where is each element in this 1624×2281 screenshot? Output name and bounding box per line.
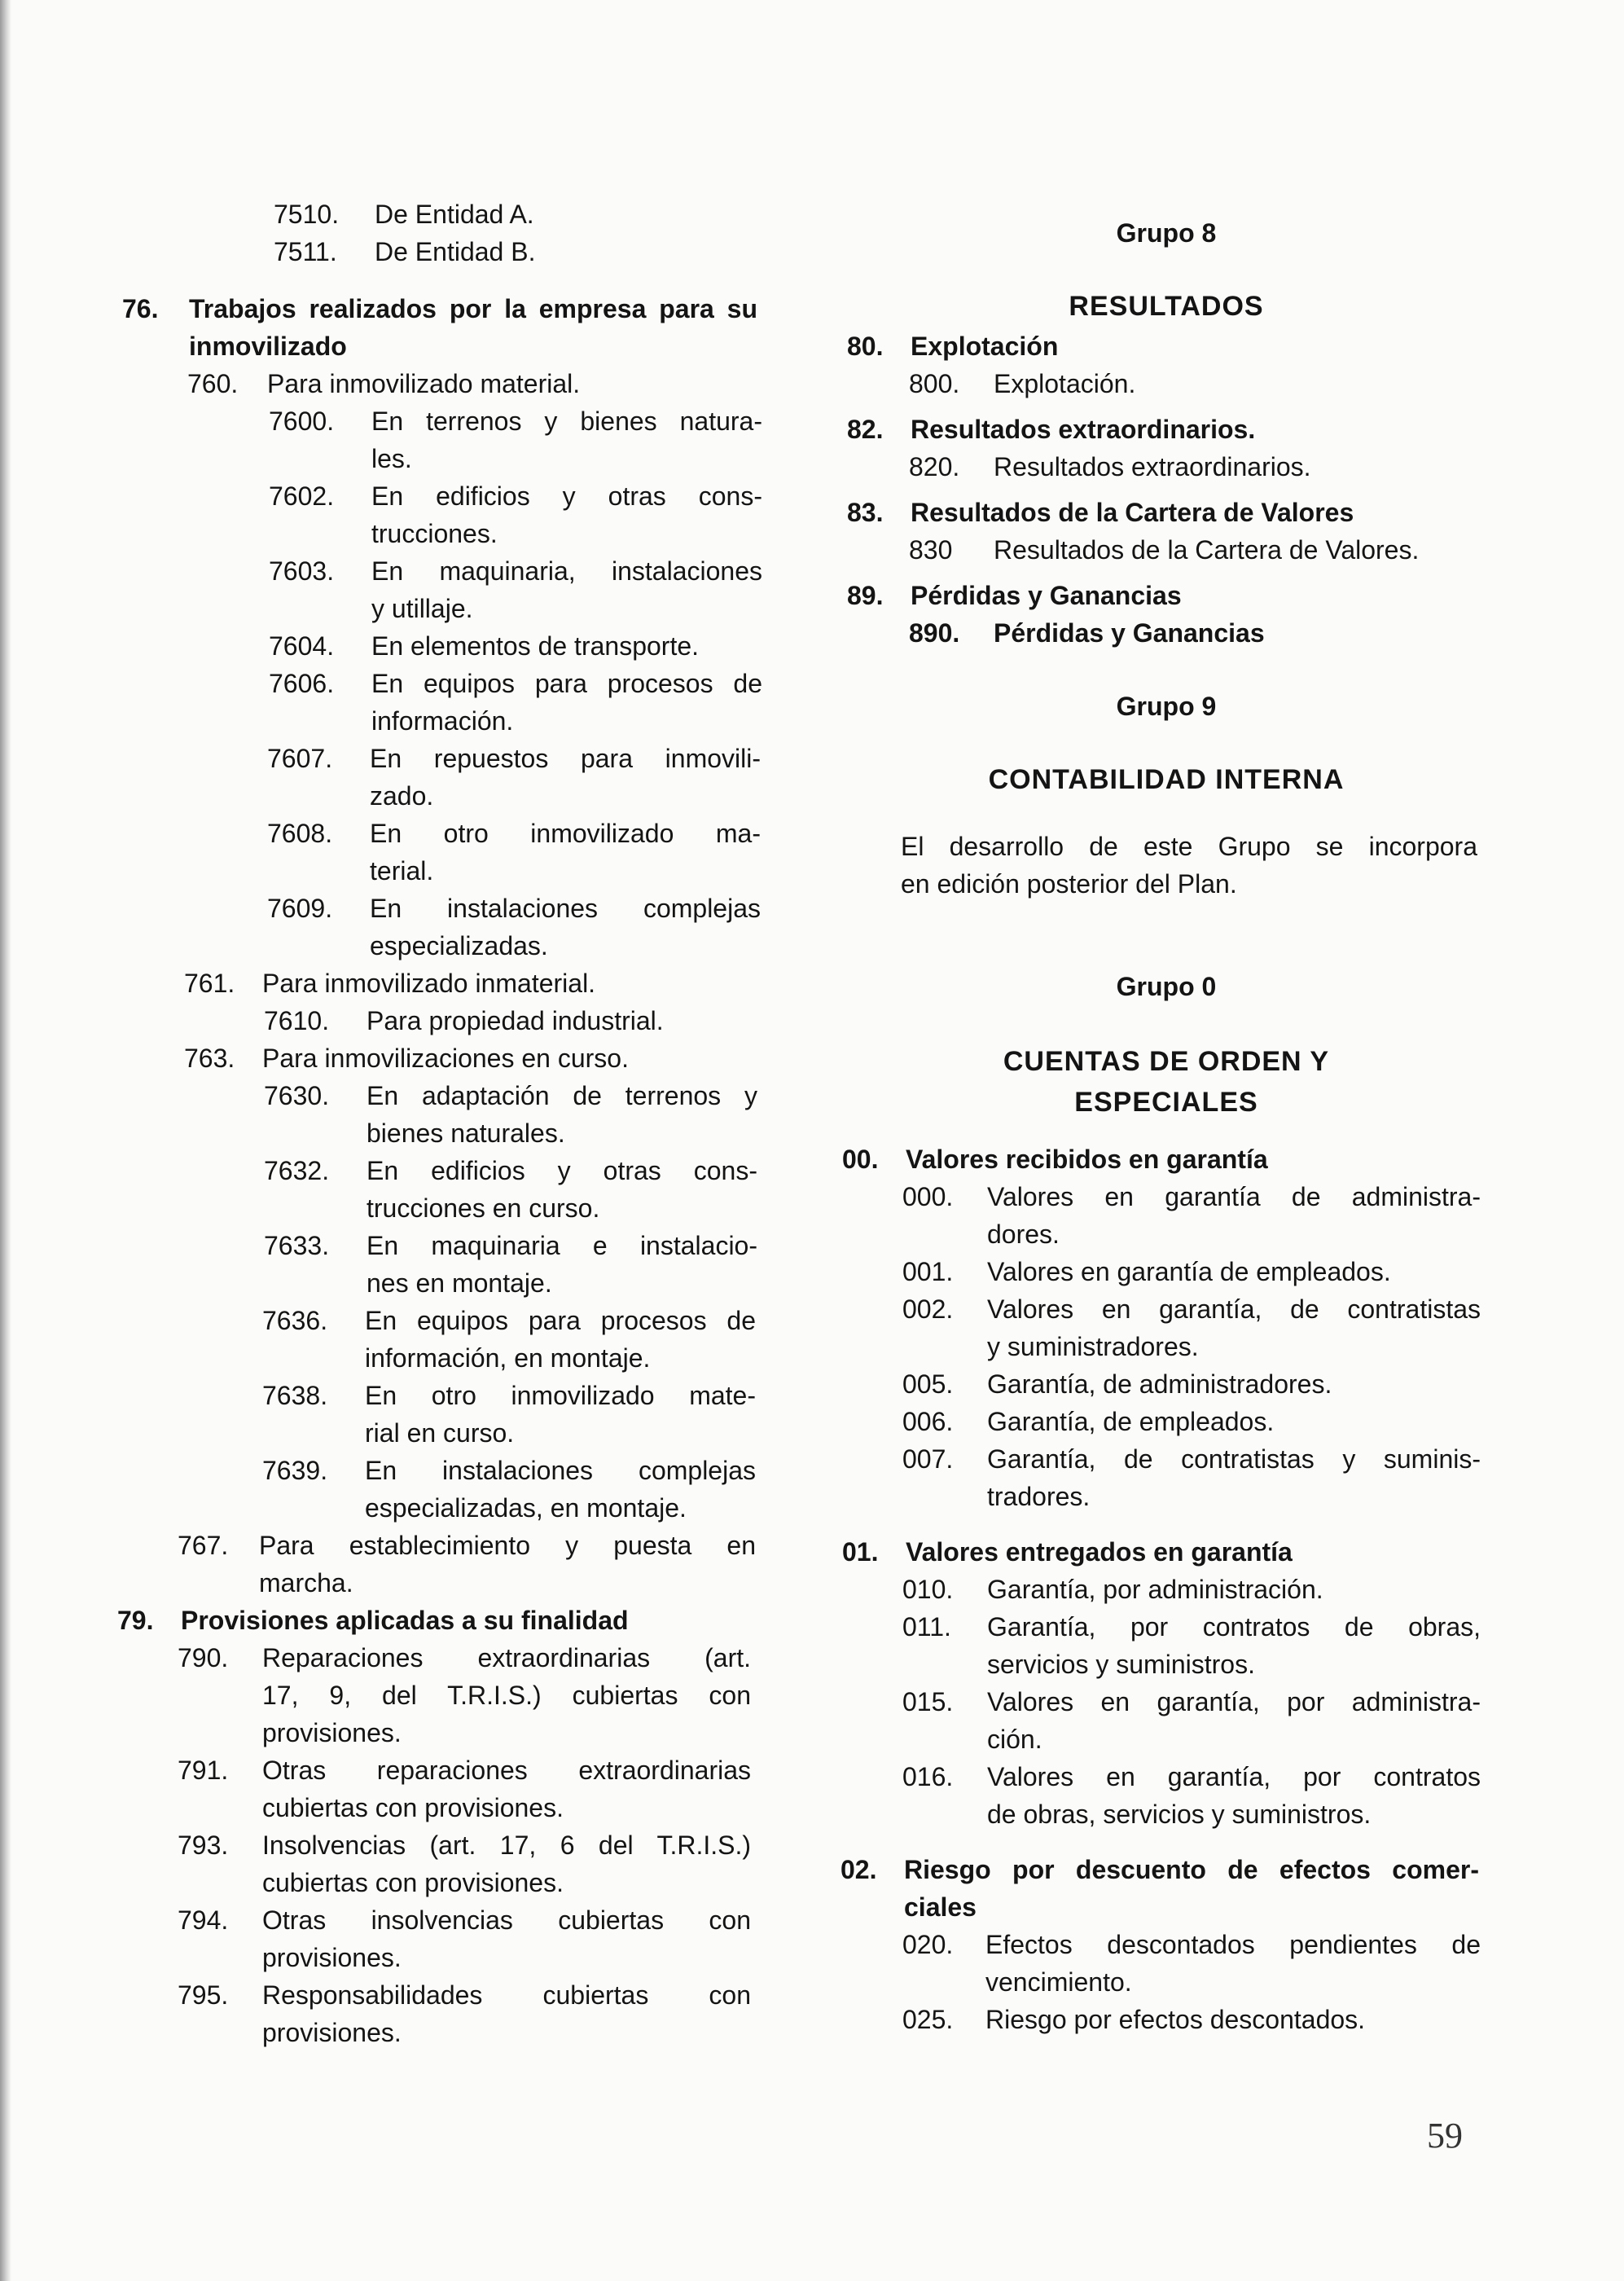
account-text: vencimiento. <box>985 1967 1132 1997</box>
account-text: Trabajos realizados por la empresa para su <box>189 294 757 323</box>
account-text: El desarrollo de este Grupo se incorpora <box>901 832 1477 861</box>
account-text: bienes naturales. <box>366 1119 565 1148</box>
account-text: Garantía, de contratistas y suminis- <box>987 1444 1481 1474</box>
entry-continuation <box>122 2014 757 2051</box>
account-text: provisiones. <box>262 2018 402 2047</box>
account-entry <box>122 1639 757 1677</box>
spacer <box>841 486 1492 494</box>
account-text: tradores. <box>987 1482 1091 1511</box>
account-entry <box>841 614 1492 652</box>
spacer <box>841 652 1492 688</box>
account-code: 7602. <box>269 481 335 511</box>
account-entry <box>841 577 1492 614</box>
entry-continuation <box>841 1888 1492 1926</box>
entry-continuation <box>122 440 757 477</box>
account-code: 010. <box>902 1575 954 1604</box>
account-text: les. <box>371 444 412 473</box>
account-code: 89. <box>847 581 884 610</box>
account-text: inmovilizado <box>189 332 347 361</box>
account-code: 7638. <box>262 1381 328 1410</box>
account-code: 761. <box>184 969 235 998</box>
account-text: especializadas, en montaje. <box>365 1493 687 1523</box>
account-entry <box>841 494 1492 531</box>
account-text: Valores recibidos en garantía <box>906 1145 1268 1174</box>
section-heading: ESPECIALES <box>1074 1087 1258 1118</box>
spacer <box>841 569 1492 577</box>
account-code: 7636. <box>262 1306 328 1335</box>
spacer <box>122 270 757 290</box>
account-text: cubiertas con provisiones. <box>262 1868 564 1897</box>
account-text: trucciones en curso. <box>366 1193 600 1223</box>
account-entry <box>841 1571 1492 1608</box>
entry-continuation <box>841 1721 1492 1758</box>
account-text: En equipos para procesos de <box>371 669 762 698</box>
account-text: Para inmovilizado inmaterial. <box>262 969 596 998</box>
account-text: Para inmovilizado material. <box>267 369 581 398</box>
account-code: 794. <box>178 1905 229 1935</box>
account-text: De Entidad A. <box>375 200 534 229</box>
entry-continuation <box>122 852 757 890</box>
account-text: Responsabilidades cubiertas con <box>262 1980 751 2010</box>
account-text: Explotación <box>911 332 1059 361</box>
account-entry <box>122 627 757 665</box>
account-text: Garantía, de empleados. <box>987 1407 1275 1436</box>
entry-continuation <box>122 590 757 627</box>
spacer <box>841 798 1492 828</box>
account-code: 011. <box>902 1612 951 1642</box>
account-entry <box>122 1039 757 1077</box>
entry-continuation <box>122 1864 757 1901</box>
entry-continuation <box>841 1215 1492 1253</box>
account-text: marcha. <box>259 1568 353 1598</box>
account-entry <box>122 402 762 440</box>
account-code: 760. <box>187 369 239 398</box>
account-entry <box>122 1452 757 1489</box>
account-entry <box>841 2001 1492 2038</box>
entry-continuation <box>122 515 757 552</box>
account-code: 7600. <box>269 407 335 436</box>
account-entry <box>122 477 762 515</box>
account-entry <box>841 1140 1492 1178</box>
account-code: 01. <box>842 1537 879 1567</box>
entry-continuation <box>122 1414 757 1452</box>
spacer <box>841 1515 1492 1533</box>
account-code: 80. <box>847 332 884 361</box>
account-code: 791. <box>178 1756 229 1785</box>
account-text: En equipos para procesos de <box>365 1306 756 1335</box>
entry-continuation <box>841 1478 1492 1515</box>
account-entry <box>122 1826 757 1864</box>
account-text: Resultados extraordinarios. <box>911 415 1256 444</box>
account-entry <box>841 1290 1492 1328</box>
account-text: En instalaciones complejas <box>370 894 761 923</box>
group-heading: Grupo 8 <box>1116 218 1217 248</box>
account-text: provisiones. <box>262 1943 402 1972</box>
spacer <box>841 725 1492 761</box>
account-entry <box>841 1403 1492 1440</box>
account-code: 83. <box>847 498 884 527</box>
spacer <box>841 1833 1492 1851</box>
account-text: Resultados de la Cartera de Valores <box>911 498 1354 527</box>
account-entry <box>841 1926 1492 1963</box>
account-code: 015. <box>902 1687 954 1716</box>
account-text: Pérdidas y Ganancias <box>994 618 1265 648</box>
section-heading: RESULTADOS <box>1069 291 1264 322</box>
account-code: 02. <box>841 1855 877 1884</box>
account-text: Garantía, por contratos de obras, <box>987 1612 1481 1642</box>
account-code: 890. <box>909 618 960 648</box>
spacer <box>841 1005 1492 1041</box>
spacer <box>841 1123 1492 1140</box>
account-entry <box>841 1253 1492 1290</box>
account-text: Provisiones aplicadas a su finalidad <box>181 1606 629 1635</box>
entry-continuation <box>841 1963 1492 2001</box>
account-text: cubiertas con provisiones. <box>262 1793 564 1822</box>
account-entry <box>122 1227 757 1264</box>
account-entry <box>841 327 1492 365</box>
account-code: 006. <box>902 1407 954 1436</box>
account-text: Reparaciones extraordinarias (art. <box>262 1643 751 1672</box>
account-text: En otro inmovilizado mate- <box>365 1381 756 1410</box>
account-code: 767. <box>178 1531 229 1560</box>
account-code: 82. <box>847 415 884 444</box>
account-text: ciales <box>904 1892 977 1922</box>
entry-continuation <box>122 1189 757 1227</box>
account-code: 7610. <box>264 1006 330 1035</box>
account-text: dores. <box>987 1220 1060 1249</box>
account-entry <box>122 365 757 402</box>
entry-continuation <box>122 1339 757 1377</box>
entry-continuation <box>122 1939 757 1976</box>
entry-continuation <box>122 927 757 965</box>
account-code: 76. <box>122 294 159 323</box>
account-text: Valores en garantía, de contratistas <box>987 1294 1481 1324</box>
account-entry <box>841 448 1492 486</box>
account-entry <box>841 1365 1492 1403</box>
account-text: En instalaciones complejas <box>365 1456 756 1485</box>
entry-continuation <box>122 1264 757 1302</box>
account-entry <box>122 1002 757 1039</box>
account-text: en edición posterior del Plan. <box>901 869 1237 899</box>
account-entry <box>122 552 762 590</box>
account-text: ción. <box>987 1725 1042 1754</box>
page-number: 59 <box>1427 2116 1463 2156</box>
account-text: 17, 9, del T.R.I.S.) cubiertas con <box>262 1681 751 1710</box>
account-code: 763. <box>184 1044 235 1073</box>
account-text: rial en curso. <box>365 1418 515 1448</box>
account-code: 00. <box>842 1145 879 1174</box>
account-entry <box>122 890 761 927</box>
account-entry <box>122 665 762 702</box>
account-code: 001. <box>902 1257 954 1286</box>
account-code: 007. <box>902 1444 954 1474</box>
account-code: 7511. <box>274 237 337 266</box>
account-entry <box>841 1533 1492 1571</box>
account-text: Para inmovilizaciones en curso. <box>262 1044 629 1073</box>
account-text: terial. <box>370 856 434 886</box>
account-entry <box>122 1077 757 1114</box>
account-text: información, en montaje. <box>365 1343 651 1373</box>
account-entry <box>841 1608 1492 1646</box>
account-code: 7630. <box>264 1081 330 1110</box>
account-entry <box>841 1178 1492 1215</box>
account-text: de obras, servicios y suministros. <box>987 1800 1372 1829</box>
account-entry <box>122 1901 757 1939</box>
entry-continuation <box>841 828 1492 865</box>
entry-continuation <box>122 1489 757 1527</box>
account-entry <box>841 531 1492 569</box>
account-entry <box>841 411 1492 448</box>
account-entry <box>117 1602 757 1639</box>
account-text: Valores en garantía de empleados. <box>987 1257 1391 1286</box>
account-text: Para establecimiento y puesta en <box>259 1531 756 1560</box>
account-entry <box>841 365 1492 402</box>
spacer <box>841 903 1492 968</box>
entry-continuation <box>122 1789 757 1826</box>
account-text: especializadas. <box>370 931 548 960</box>
group-heading: Grupo 9 <box>1116 692 1217 721</box>
binding-shadow <box>0 0 11 2281</box>
account-text: Otras insolvencias cubiertas con <box>262 1905 751 1935</box>
account-text: De Entidad B. <box>375 237 536 266</box>
account-code: 7606. <box>269 669 335 698</box>
account-text: En edificios y otras cons- <box>366 1156 757 1185</box>
account-text: provisiones. <box>262 1718 402 1747</box>
account-entry <box>122 1976 757 2014</box>
entry-continuation <box>122 1714 757 1751</box>
account-text: En terrenos y bienes natura- <box>371 407 762 436</box>
entry-continuation <box>122 327 757 365</box>
account-code: 7607. <box>267 744 333 773</box>
account-text: En maquinaria, instalaciones <box>371 556 762 586</box>
account-code: 7608. <box>267 819 333 848</box>
account-entry <box>122 290 757 327</box>
account-text: trucciones. <box>371 519 498 548</box>
account-code: 7604. <box>269 631 335 661</box>
account-text: Garantía, por administración. <box>987 1575 1323 1604</box>
account-code: 79. <box>117 1606 154 1635</box>
account-text: nes en montaje. <box>366 1268 552 1298</box>
account-code: 820. <box>909 452 960 481</box>
account-entry <box>122 1527 757 1564</box>
account-text: información. <box>371 706 514 736</box>
account-code: 005. <box>902 1369 954 1399</box>
account-code: 7603. <box>269 556 335 586</box>
account-text: En elementos de transporte. <box>371 631 700 661</box>
account-entry <box>122 1302 757 1339</box>
account-code: 7510. <box>274 200 340 229</box>
group-heading: Grupo 0 <box>1116 972 1217 1001</box>
account-text: Otras reparaciones extraordinarias <box>262 1756 751 1785</box>
account-text: En adaptación de terrenos y <box>366 1081 757 1110</box>
account-text: En maquinaria e instalacio- <box>366 1231 757 1260</box>
spacer <box>841 402 1492 411</box>
account-code: 7609. <box>267 894 333 923</box>
account-text: Resultados extraordinarios. <box>994 452 1311 481</box>
account-code: 000. <box>902 1182 954 1211</box>
account-text: Para propiedad industrial. <box>366 1006 664 1035</box>
entry-continuation <box>122 777 757 815</box>
account-text: Efectos descontados pendientes de <box>985 1930 1481 1959</box>
account-entry <box>122 1377 757 1414</box>
account-code: 025. <box>902 2005 954 2034</box>
account-text: y suministradores. <box>987 1332 1199 1361</box>
entry-continuation <box>841 865 1492 903</box>
account-entry <box>841 1440 1492 1478</box>
account-entry <box>841 1851 1492 1888</box>
account-text: En repuestos para inmovili- <box>370 744 761 773</box>
account-text: En otro inmovilizado ma- <box>370 819 761 848</box>
account-text: Valores en garantía, por contratos <box>987 1762 1481 1791</box>
entry-continuation <box>122 702 757 740</box>
entry-continuation <box>841 1646 1492 1683</box>
entry-continuation <box>122 1564 757 1602</box>
account-code: 830 <box>909 535 953 565</box>
account-text: Valores en garantía, por administra- <box>987 1687 1481 1716</box>
account-text: Garantía, de administradores. <box>987 1369 1332 1399</box>
account-code: 002. <box>902 1294 954 1324</box>
account-code: 020. <box>902 1930 954 1959</box>
account-entry <box>122 815 761 852</box>
account-code: 016. <box>902 1762 954 1791</box>
account-text: servicios y suministros. <box>987 1650 1255 1679</box>
account-text: Insolvencias (art. 17, 6 del T.R.I.S.) <box>262 1831 751 1860</box>
account-text: En edificios y otras cons- <box>371 481 762 511</box>
account-text: Valores entregados en garantía <box>906 1537 1293 1567</box>
account-entry <box>122 233 757 270</box>
account-text: Pérdidas y Ganancias <box>911 581 1182 610</box>
account-code: 7632. <box>264 1156 330 1185</box>
section-heading: CONTABILIDAD INTERNA <box>988 764 1345 795</box>
entry-continuation <box>841 1795 1492 1833</box>
account-text: zado. <box>370 781 434 811</box>
account-text: Explotación. <box>994 369 1136 398</box>
account-text: y utillaje. <box>371 594 473 623</box>
account-entry <box>122 196 757 233</box>
account-entry <box>122 1152 757 1189</box>
account-entry <box>122 740 761 777</box>
account-entry <box>841 1683 1492 1721</box>
account-code: 793. <box>178 1831 229 1860</box>
entry-continuation <box>122 1677 757 1714</box>
section-heading: CUENTAS DE ORDEN Y <box>1003 1046 1330 1077</box>
account-entry <box>841 1758 1492 1795</box>
account-code: 800. <box>909 369 960 398</box>
account-entry <box>122 1751 757 1789</box>
account-text: Valores en garantía de administra- <box>987 1182 1481 1211</box>
entry-continuation <box>841 1328 1492 1365</box>
account-code: 7633. <box>264 1231 330 1260</box>
account-code: 790. <box>178 1643 229 1672</box>
entry-continuation <box>122 1114 757 1152</box>
account-code: 795. <box>178 1980 229 2010</box>
spacer <box>841 256 1492 285</box>
account-text: Resultados de la Cartera de Valores. <box>994 535 1420 565</box>
left-column <box>117 196 762 2051</box>
account-entry <box>122 965 757 1002</box>
account-text: Riesgo por descuento de efectos comer- <box>904 1855 1479 1884</box>
right-column <box>841 210 1492 2038</box>
account-code: 7639. <box>262 1456 328 1485</box>
account-text: Riesgo por efectos descontados. <box>985 2005 1366 2034</box>
